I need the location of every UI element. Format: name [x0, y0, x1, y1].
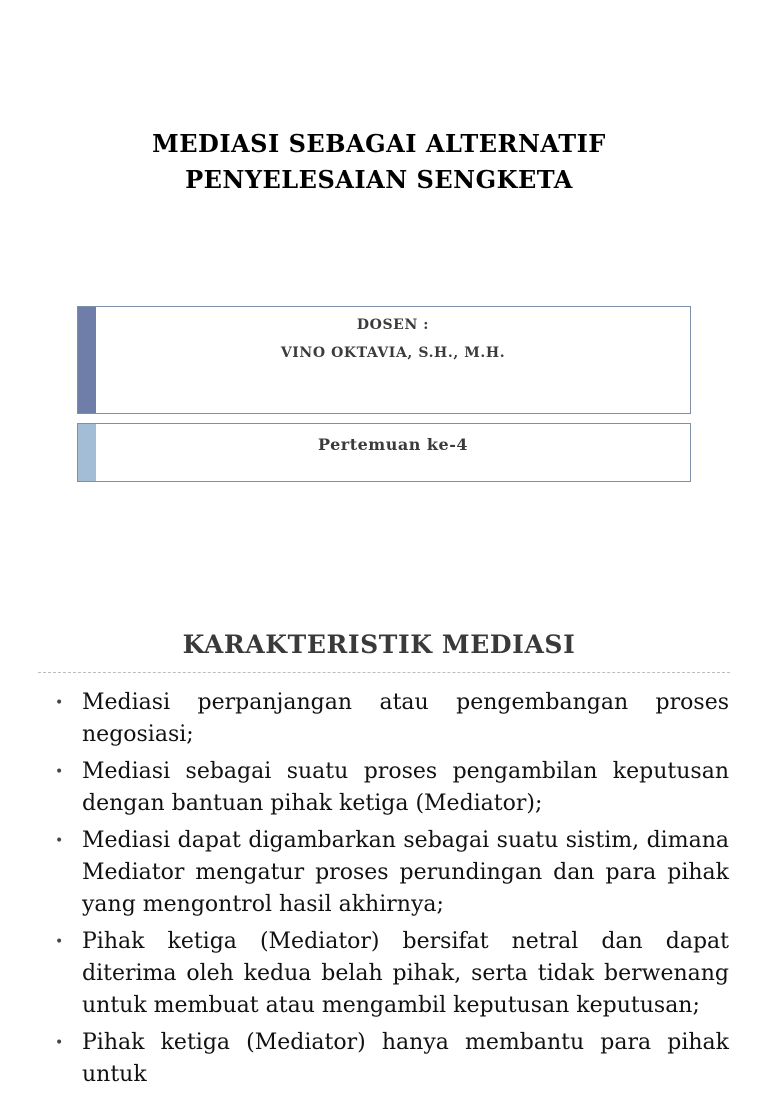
- bullet-list: [55, 687, 729, 1096]
- bullet-item: [55, 687, 729, 751]
- bullet-item: [55, 1027, 729, 1091]
- bullet-icon: •: [55, 934, 64, 950]
- section-title: KARAKTERISTIK MEDIASI: [182, 630, 576, 659]
- lecturer-box: [77, 306, 691, 414]
- title-divider: [38, 672, 730, 673]
- title-line-1: MEDIASI SEBAGAI ALTERNATIF: [152, 129, 606, 158]
- bullet-icon: •: [55, 833, 64, 849]
- lecturer-name: VINO OKTAVIA, S.H., M.H.: [280, 345, 506, 361]
- lecturer-box-accent-bar: [78, 307, 96, 413]
- bullet-icon: •: [55, 764, 64, 780]
- bullet-text: Pihak ketiga (Mediator) bersifat netral dan dapat diterima oleh kedua belah pihak, serta tidak berwenang untuk membuat atau mengambil keputusan keputusan;: [82, 929, 729, 1018]
- bullet-item: [55, 926, 729, 1022]
- bullet-item: [55, 825, 729, 921]
- bullet-icon: •: [55, 695, 64, 711]
- lecturer-label: DOSEN :: [356, 317, 430, 333]
- meeting-number: Pertemuan ke-4: [318, 435, 468, 454]
- meeting-box: [77, 423, 691, 482]
- meeting-box-accent-bar: [78, 424, 96, 481]
- bullet-text: Pihak ketiga (Mediator) hanya membantu para pihak untuk: [82, 1030, 729, 1087]
- bullet-item: [55, 756, 729, 820]
- bullet-text: Mediasi dapat digambarkan sebagai suatu sistim, dimana Mediator mengatur proses perundingan dan para pihak yang mengontrol hasil akhirnya;: [82, 828, 729, 917]
- presentation-title: [0, 126, 758, 198]
- bullet-text: Mediasi sebagai suatu proses pengambilan keputusan dengan bantuan pihak ketiga (Mediator);: [82, 759, 729, 816]
- bullet-text: Mediasi perpanjangan atau pengembangan proses negosiasi;: [82, 690, 729, 747]
- bullet-icon: •: [55, 1035, 64, 1051]
- content-slide: [0, 560, 768, 1087]
- title-line-2: PENYELESAIAN SENGKETA: [185, 165, 573, 194]
